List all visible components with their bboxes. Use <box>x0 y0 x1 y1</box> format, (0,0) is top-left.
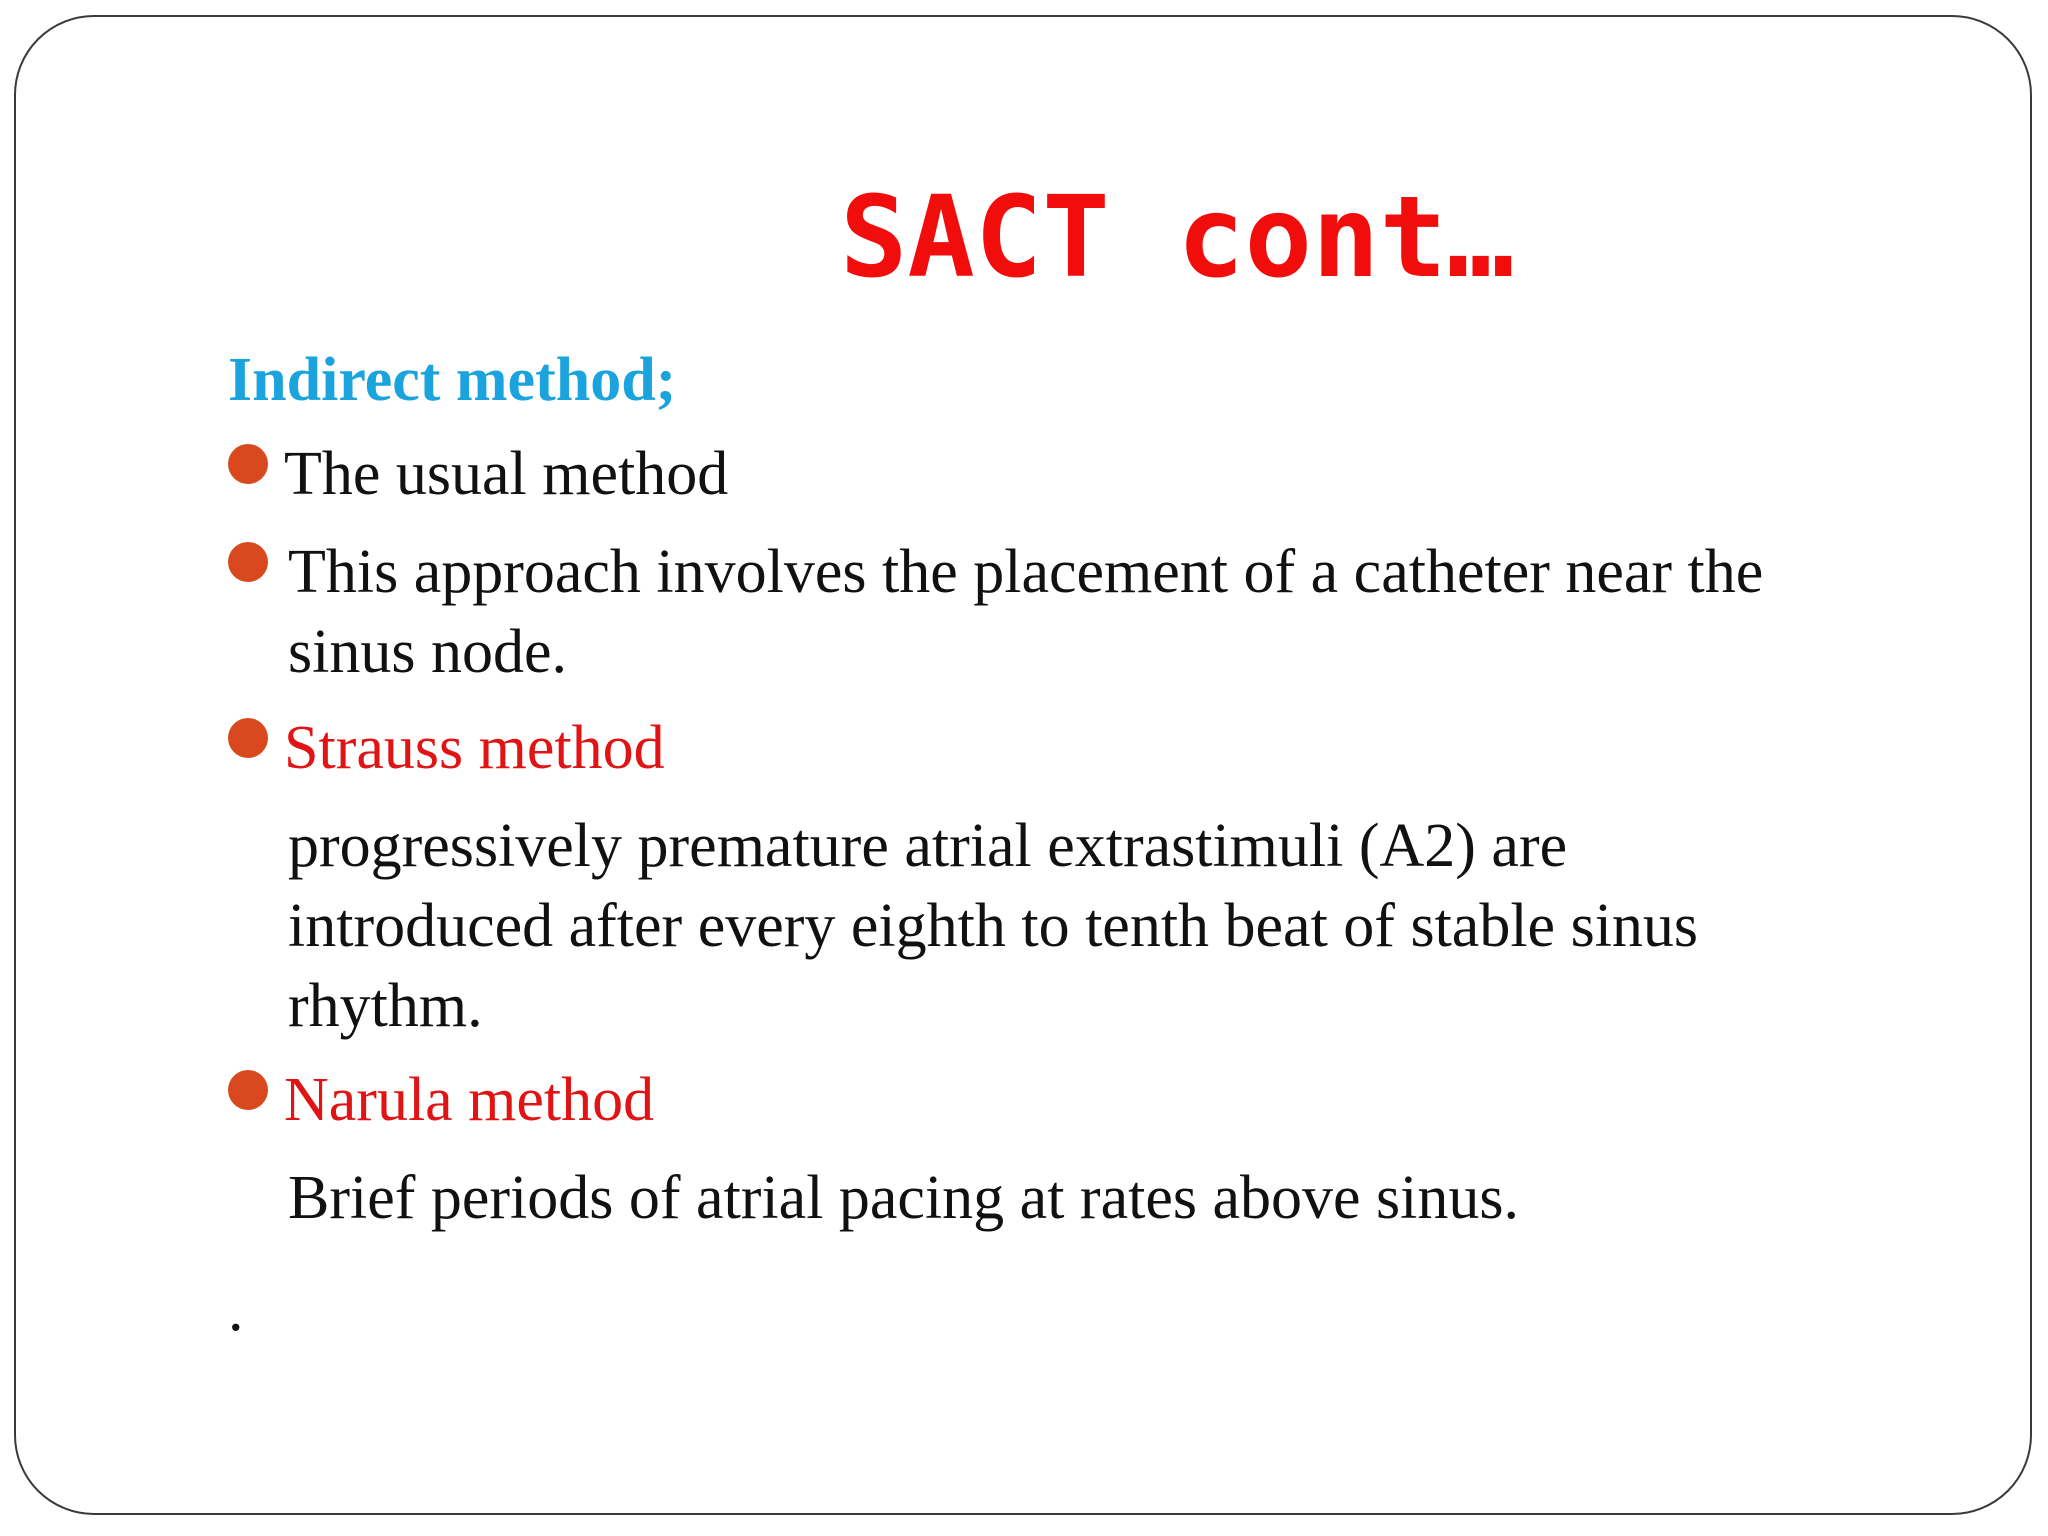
bullet-dot-icon <box>228 718 268 758</box>
strauss-description-line3: rhythm. <box>288 972 483 1040</box>
narula-description-line1: Brief periods of atrial pacing at rates above sinus. <box>288 1164 1519 1232</box>
bullet-text-approach-line1: This approach involves the placement of a catheter near the <box>288 538 1764 606</box>
section-heading: Indirect method; <box>228 346 677 414</box>
strauss-description-line1: progressively premature atrial extrastimuli (A2) are <box>288 812 1568 880</box>
bullet-text-strauss-method: Strauss method <box>284 714 665 782</box>
bullet-text-narula-method: Narula method <box>284 1066 655 1134</box>
bullet-text-approach-line2: sinus node. <box>288 618 567 686</box>
bullet-text-usual-method: The usual method <box>284 440 729 508</box>
slide-title: SACT cont… <box>840 173 1515 303</box>
bullet-dot-icon <box>228 444 268 484</box>
bullet-dot-icon <box>228 1070 268 1110</box>
strauss-description-line2: introduced after every eighth to tenth beat of stable sinus <box>288 892 1699 960</box>
bullet-dot-icon <box>228 542 268 582</box>
trailing-period: . <box>228 1276 244 1344</box>
